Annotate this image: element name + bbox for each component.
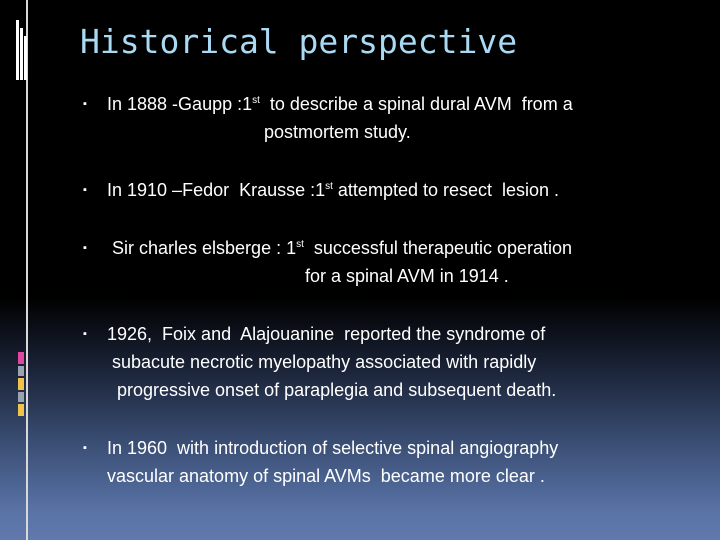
grey-mark [18, 366, 24, 376]
color-marks [18, 352, 26, 422]
decorative-stripes [16, 20, 30, 80]
slide-title: Historical perspective [80, 22, 518, 61]
bullet-list [80, 90, 680, 520]
bullet-item [80, 90, 680, 146]
bullet-line: In 1888 -Gaupp :1st to describe a spinal dural AVM from a [107, 94, 573, 114]
bullet-line: subacute necrotic myelopathy associated with rapidly [112, 352, 537, 372]
left-vertical-rule [26, 0, 28, 540]
bullet-line: In 1960 with introduction of selective spinal angiography [107, 438, 559, 458]
bullet-line: vascular anatomy of spinal AVMs became more clear . [107, 466, 545, 486]
bullet-item [80, 176, 680, 204]
bullet-icon: ▪ [83, 98, 87, 110]
stripe [16, 20, 19, 80]
bullet-line: postmortem study. [264, 122, 411, 142]
yellow-mark [18, 404, 24, 416]
bullet-line: In 1910 –Fedor Krausse :1st attempted to resect lesion . [107, 180, 560, 200]
bullet-item [80, 234, 680, 290]
grey-mark [18, 392, 24, 402]
pink-mark [18, 352, 24, 364]
bullet-icon: ▪ [83, 328, 87, 340]
stripe [24, 36, 27, 80]
stripe [20, 28, 23, 80]
bullet-item [80, 320, 680, 404]
bullet-item [80, 434, 680, 490]
bullet-line: 1926, Foix and Alajouanine reported the syndrome of [107, 324, 546, 344]
bullet-icon: ▪ [83, 242, 87, 254]
bullet-icon: ▪ [83, 442, 87, 454]
bullet-icon: ▪ [83, 184, 87, 196]
yellow-mark [18, 378, 24, 390]
bullet-line: Sir charles elsberge : 1st successful therapeutic operation [107, 238, 573, 258]
bullet-line: progressive onset of paraplegia and subsequent death. [117, 380, 557, 400]
bullet-line: for a spinal AVM in 1914 . [305, 266, 509, 286]
